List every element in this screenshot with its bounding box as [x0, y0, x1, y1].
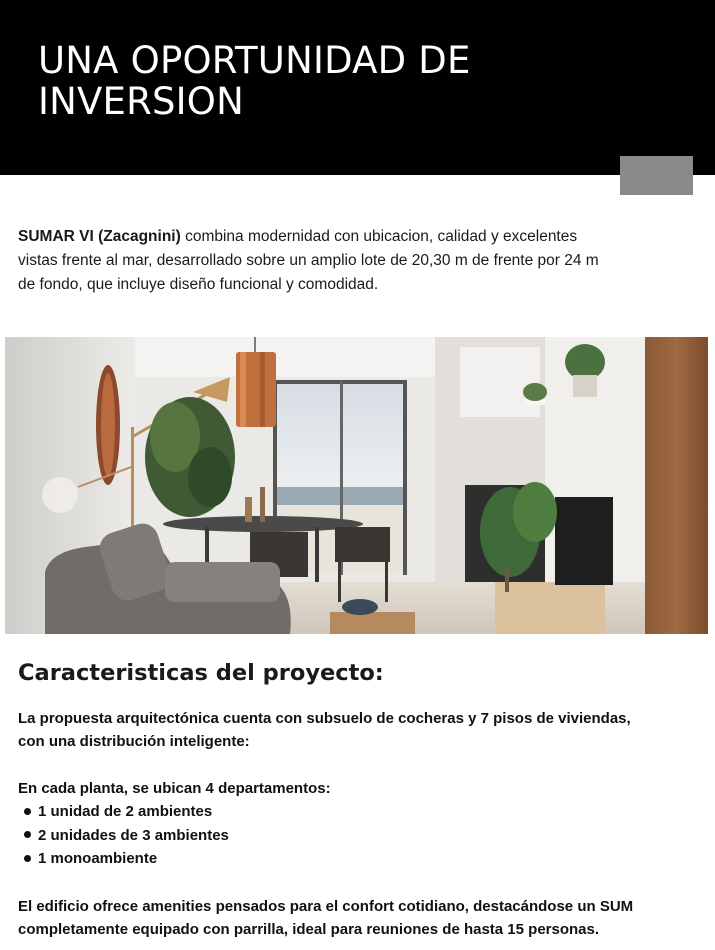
living-room-image: [5, 337, 708, 634]
hero-header: [0, 0, 715, 175]
bullet-icon: [24, 831, 31, 838]
architecture-line-1: La propuesta arquitectónica cuenta con subsuelo de cocheras y 7 pisos de viviendas,: [18, 710, 631, 727]
intro-text-2: vistas frente al mar, desarrollado sobre un amplio lote de 20,30 m de frente por 24 m: [18, 252, 599, 269]
project-name: SUMAR VI (Zacagnini): [18, 228, 181, 245]
unit-label: 2 unidades de 3 ambientes: [38, 826, 229, 844]
unit-label: 1 unidad de 2 ambientes: [38, 803, 213, 820]
units-list: [22, 800, 422, 871]
intro-text-1: combina modernidad con ubicacion, calidad y excelentes: [180, 228, 578, 245]
bullet-icon: [24, 808, 31, 815]
features-heading: Caracteristicas del proyecto:: [18, 660, 384, 686]
intro-paragraph: [18, 225, 668, 297]
title-line-2: INVERSION: [38, 80, 244, 123]
unit-label: 1 monoambiente: [38, 850, 158, 867]
architecture-line-2: con una distribución inteligente:: [18, 733, 250, 750]
bullet-icon: [24, 855, 31, 862]
intro-text-3: de fondo, que incluye diseño funcional y comodidad.: [18, 276, 379, 293]
list-item: [22, 847, 422, 871]
amenities-paragraph: [18, 895, 698, 941]
amenities-line-2: completamente equipado con parrilla, ideal para reuniones de hasta 15 personas.: [18, 921, 600, 938]
amenities-line-1: El edificio ofrece amenities pensados para el confort cotidiano, destacándose un SUM: [18, 898, 634, 915]
list-item: [22, 824, 422, 848]
page-title: [38, 40, 598, 122]
decorative-tab: [620, 156, 693, 195]
list-item: [22, 800, 422, 824]
floor-plan-paragraph: En cada planta, se ubican 4 departamentos:: [18, 780, 331, 797]
title-line-1: UNA OPORTUNIDAD DE: [38, 39, 471, 82]
architecture-paragraph: [18, 707, 698, 753]
